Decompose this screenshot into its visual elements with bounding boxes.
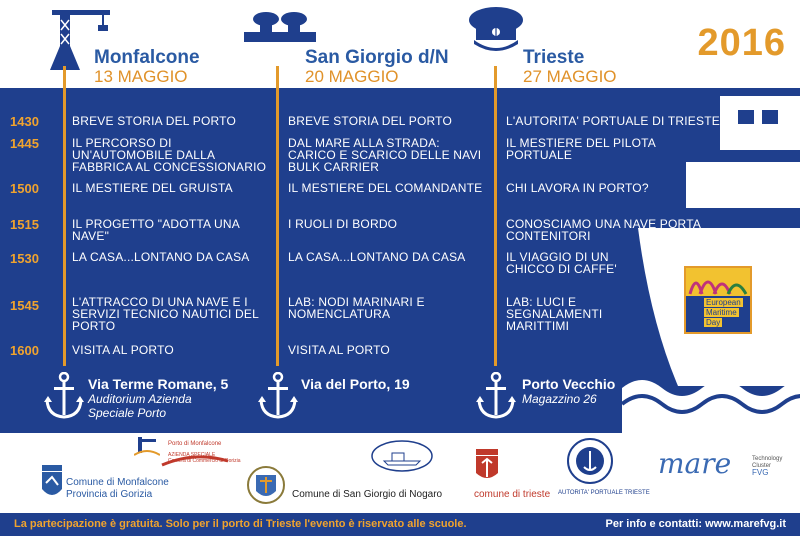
badge-line-1: European <box>706 298 741 307</box>
footer-note: La partecipazione è gratuita. Solo per il porto di Trieste l'evento è riservato alle scuole. <box>14 518 467 530</box>
schedule-cell-monfalcone: BREVE STORIA DEL PORTO <box>72 114 237 128</box>
schedule-cell-trieste: CONOSCIAMO UNA NAVE PORTA CONTENITORI <box>506 217 701 243</box>
schedule-cell-monfalcone: IL MESTIERE DEL GRUISTA <box>72 181 233 195</box>
logo-text-monfalcone: Comune di Monfalcone <box>66 477 169 488</box>
column-date-trieste: 27 MAGGIO <box>523 67 617 86</box>
logo-text-trieste: comune di trieste <box>474 489 551 500</box>
time-slot: 1530 <box>10 251 39 266</box>
logo-text-mare-technology: Technology <box>752 456 783 462</box>
time-slot: 1515 <box>10 217 39 232</box>
venue-name: Via del Porto, 19 <box>301 376 410 392</box>
anchor-icon <box>258 372 298 420</box>
time-slot: 1545 <box>10 298 39 313</box>
venue-detail: Magazzino 26 <box>522 392 597 406</box>
monfalcone-crest-icon <box>40 465 64 501</box>
schedule-cell-san-giorgio: LA CASA...LONTANO DA CASA <box>288 250 466 264</box>
schedule-cell-san-giorgio: LAB: NODI MARINARI E NOMENCLATURA <box>288 295 425 321</box>
footer <box>0 513 800 536</box>
swoosh-icon <box>160 453 230 467</box>
time-slot: 1430 <box>10 114 39 129</box>
time-slot: 1445 <box>10 136 39 151</box>
column-date-san-giorgio: 20 MAGGIO <box>305 67 399 86</box>
mare-logo: mare <box>658 447 732 480</box>
schedule-cell-monfalcone: LA CASA...LONTANO DA CASA <box>72 250 250 264</box>
schedule-cell-trieste: IL MESTIERE DEL PILOTA PORTUALE <box>506 136 656 162</box>
san-giorgio-crest-icon <box>246 463 286 505</box>
column-city-san-giorgio: San Giorgio d/N <box>305 47 449 68</box>
schedule-cell-trieste: LAB: LUCI E SEGNALAMENTI MARITTIMI <box>506 295 603 333</box>
schedule-cell-san-giorgio: I RUOLI DI BORDO <box>288 217 398 231</box>
venue-detail: Auditorium Azienda <box>88 392 192 406</box>
ship-oval-logo-icon <box>370 439 434 473</box>
bollard-icon <box>242 10 318 44</box>
badge-line-2: Maritime <box>706 308 737 317</box>
sponsor-logos <box>0 433 800 513</box>
logo-text-san-giorgio: Comune di San Giorgio di Nogaro <box>292 489 443 500</box>
schedule-cell-monfalcone: IL PROGETTO "ADOTTA UNA NAVE" <box>72 217 240 243</box>
logo-text-mare-cluster: Cluster <box>752 463 772 469</box>
venue-detail: Speciale Porto <box>88 406 167 420</box>
header <box>0 0 800 88</box>
logo-text-autorita-portuale: AUTORITA' PORTUALE TRIESTE <box>558 490 650 496</box>
footer-contact: Per info e contatti: www.marefvg.it <box>605 518 786 530</box>
timeline-line-san-giorgio <box>276 66 279 366</box>
venue-monfalcone <box>88 376 228 420</box>
column-city-monfalcone: Monfalcone <box>94 47 200 68</box>
column-city-trieste: Trieste <box>523 47 585 68</box>
schedule-cell-trieste: IL VIAGGIO DI UN CHICCO DI CAFFE' <box>506 250 617 276</box>
anchor-icon <box>44 372 84 420</box>
venue-san-giorgio <box>301 376 410 392</box>
venue-name: Porto Vecchio <box>522 376 616 392</box>
logo-text-gorizia: Provincia di Gorizia <box>66 489 153 500</box>
logo-text-camera-commercio: Camera di Commercio di Gorizia <box>168 458 241 464</box>
timeline-line-monfalcone <box>63 66 66 366</box>
schedule-cell-trieste: L'AUTORITA' PORTUALE DI TRIESTE <box>506 114 720 128</box>
captain-hat-icon <box>466 4 526 58</box>
maritime-day-logo-icon <box>686 268 750 296</box>
year-label: 2016 <box>697 22 786 64</box>
schedule-cell-monfalcone: IL PERCORSO DI UN'AUTOMOBILE DALLA FABBRICA AL CONCESSIONARIO <box>72 136 267 174</box>
trieste-crest-icon <box>476 449 498 483</box>
time-slot: 1600 <box>10 343 39 358</box>
venue-name: Via Terme Romane, 5 <box>88 376 229 392</box>
schedule-cell-san-giorgio: BREVE STORIA DEL PORTO <box>288 114 453 128</box>
schedule-cell-san-giorgio: IL MESTIERE DEL COMANDANTE <box>288 181 483 195</box>
schedule-cell-monfalcone: VISITA AL PORTO <box>72 343 174 357</box>
logo-text-mare-fvg: FVG <box>752 468 769 477</box>
logo-text-azienda-speciale: AZIENDA SPECIALE <box>168 452 216 458</box>
autorita-portuale-logo-icon <box>566 437 614 485</box>
time-slot: 1500 <box>10 181 39 196</box>
schedule-band <box>0 88 800 433</box>
schedule-cell-trieste: CHI LAVORA IN PORTO? <box>506 181 649 195</box>
badge-line-3: Day <box>706 318 721 327</box>
column-date-monfalcone: 13 MAGGIO <box>94 67 188 86</box>
logo-text-porto-monfalcone: Porto di Monfalcone <box>168 441 222 447</box>
porto-monfalcone-logo-icon <box>134 437 160 459</box>
timeline-line-trieste <box>494 66 497 366</box>
anchor-icon <box>476 372 516 420</box>
schedule-cell-san-giorgio: DAL MARE ALLA STRADA: CARICO E SCARICO DELLE NAVI BULK CARRIER <box>288 136 482 174</box>
european-maritime-day-badge <box>684 266 752 334</box>
schedule-cell-san-giorgio: VISITA AL PORTO <box>288 343 390 357</box>
venue-trieste <box>522 376 615 406</box>
schedule-cell-monfalcone: L'ATTRACCO DI UNA NAVE E I SERVIZI TECNICO NAUTICI DEL PORTO <box>72 295 259 333</box>
